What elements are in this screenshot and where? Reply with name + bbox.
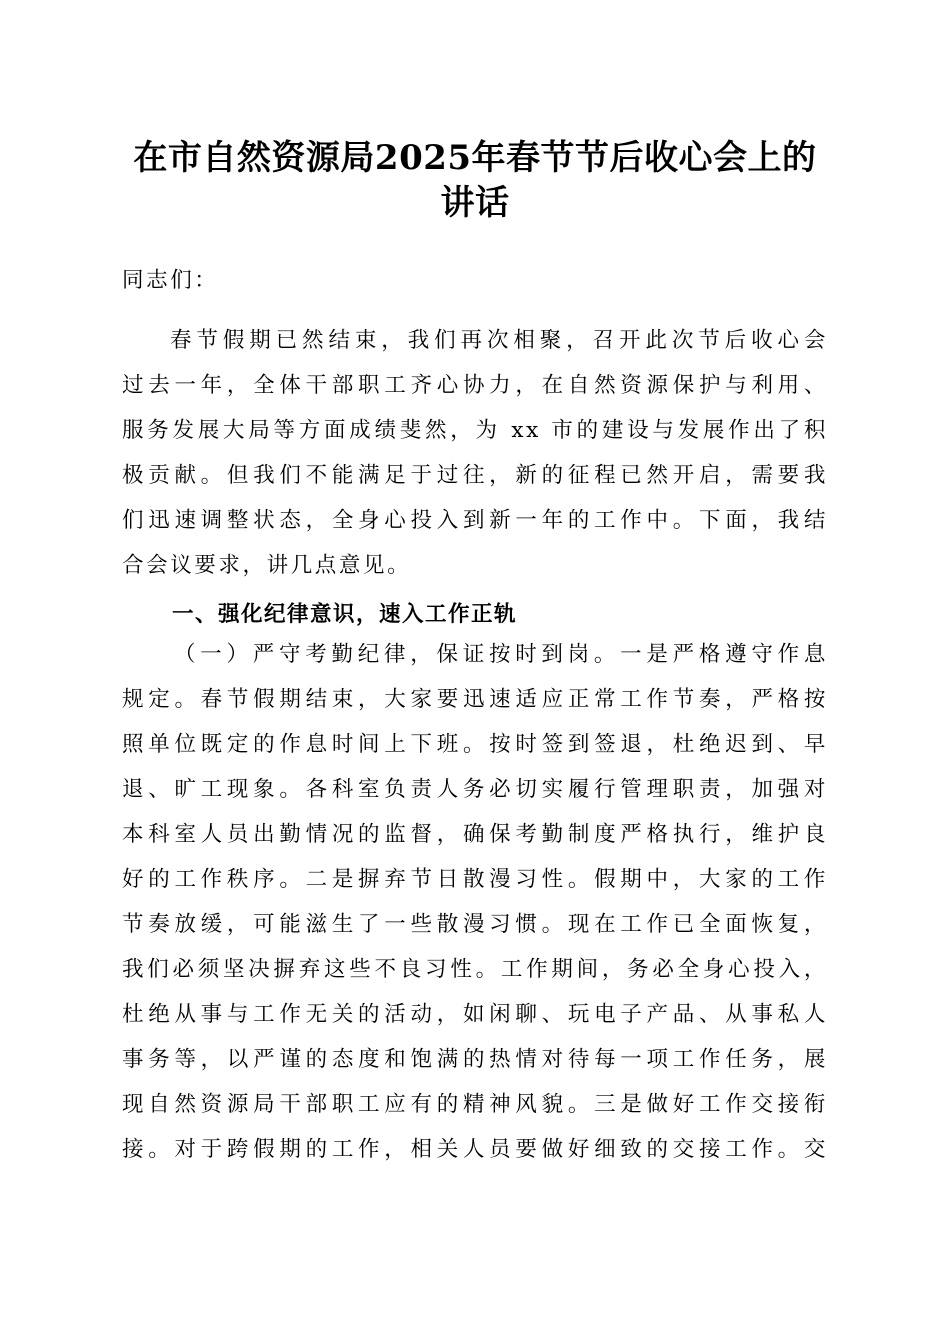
title-line-1: 在市自然资源局2025年春节节后收心会上的: [133, 138, 817, 178]
paragraph-line: 事务等，以严谨的态度和饱满的热情对待每一项工作任务，展: [122, 1047, 828, 1072]
paragraph-line: 好的工作秩序。二是摒弃节日散漫习性。假期中，大家的工作: [122, 867, 828, 892]
paragraph-line: 我们必须坚决摒弃这些不良习性。工作期间，务必全身心投入，: [122, 957, 828, 982]
paragraph-line: 合会议要求，讲几点意见。: [122, 553, 412, 578]
paragraph-section-1-1: [122, 632, 828, 1172]
title-line-2: 讲话: [440, 183, 510, 223]
paragraph-line: （一）严守考勤纪律，保证按时到岗。一是严格遵守作息: [174, 642, 828, 667]
salutation: [122, 258, 828, 303]
paragraph-line: 现自然资源局干部职工应有的精神风貌。三是做好工作交接衔: [122, 1092, 828, 1117]
paragraph-line: 过去一年，全体干部职工齐心协力，在自然资源保护与利用、: [122, 373, 828, 398]
section-heading-1: 一、强化纪律意识，速入工作正轨: [172, 602, 518, 627]
paragraph-line: 节奏放缓，可能滋生了一些散漫习惯。现在工作已全面恢复，: [122, 912, 828, 937]
paragraph-line: 杜绝从事与工作无关的活动，如闲聊、玩电子产品、从事私人: [122, 1002, 828, 1027]
paragraph-line: 春节假期已然结束，我们再次相聚，召开此次节后收心会: [170, 328, 828, 353]
paragraph-line: 本科室人员出勤情况的监督，确保考勤制度严格执行，维护良: [122, 822, 828, 847]
paragraph-line: 接。对于跨假期的工作，相关人员要做好细致的交接工作。交: [122, 1137, 828, 1162]
paragraph-intro: [122, 318, 828, 588]
paragraph-line: 规定。春节假期结束，大家要迅速适应正常工作节奏，严格按: [122, 687, 828, 712]
paragraph-line: 们迅速调整状态，全身心投入到新一年的工作中。下面，我结: [122, 508, 828, 533]
paragraph-line: 照单位既定的作息时间上下班。按时签到签退，杜绝迟到、早: [122, 732, 828, 757]
paragraph-line: 退、旷工现象。各科室负责人务必切实履行管理职责，加强对: [122, 777, 828, 802]
paragraph-line: 极贡献。但我们不能满足于过往，新的征程已然开启，需要我: [122, 463, 828, 488]
salutation-text: 同志们：: [122, 268, 219, 293]
paragraph-line: 服务发展大局等方面成绩斐然，为 xx 市的建设与发展作出了积: [122, 418, 828, 443]
document-title: [110, 136, 840, 226]
